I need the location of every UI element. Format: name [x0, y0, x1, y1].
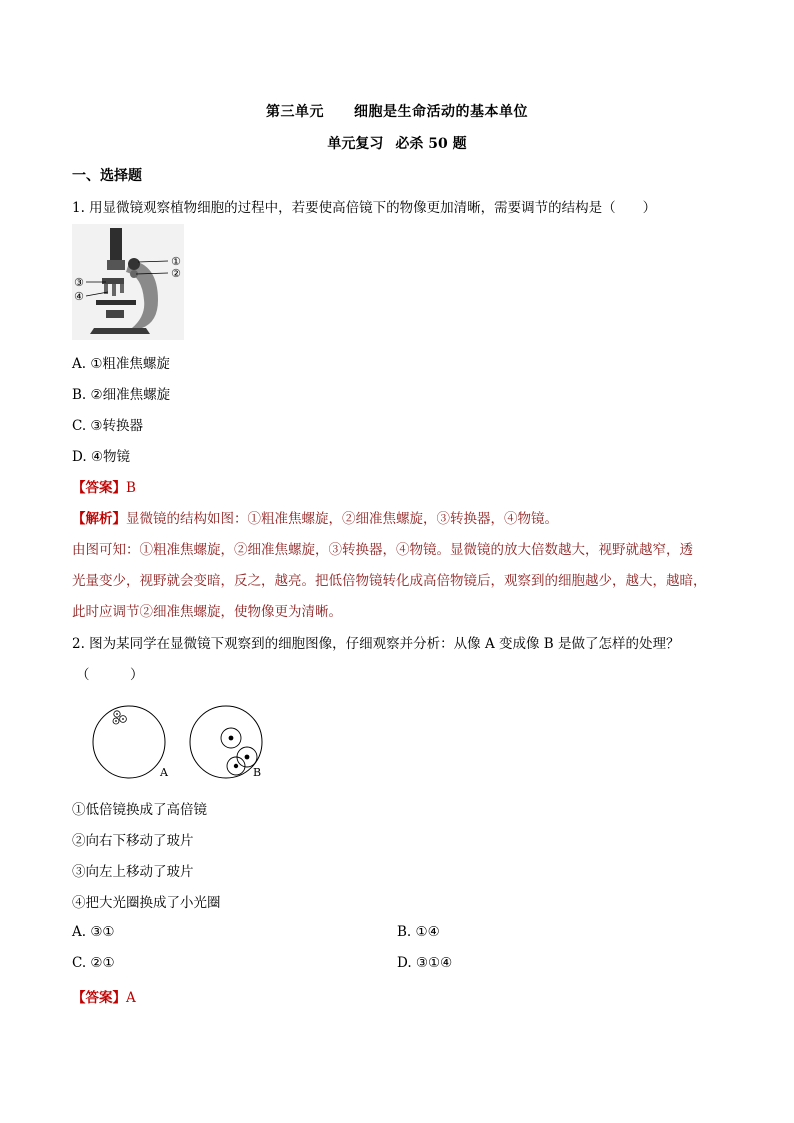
- figure-label-4: ④: [74, 290, 84, 303]
- q2-option-a: A. ③①: [72, 924, 115, 940]
- figure-label-1: ①: [171, 255, 181, 268]
- q2-option-c: C. ②①: [72, 955, 115, 971]
- q2-statement-1: ①低倍镜换成了高倍镜: [72, 802, 207, 818]
- unit-name: 细胞是生命活动的基本单位: [354, 104, 528, 120]
- field-of-view-b: [190, 706, 262, 778]
- subtitle: [0, 133, 794, 153]
- cell-b-nucleus: [229, 736, 234, 741]
- nosepiece: [102, 278, 124, 284]
- q2-answer: [72, 986, 136, 1006]
- q2-statement-3: ③向左上移动了玻片: [72, 864, 194, 880]
- analysis-line: 此时应调节②细准焦螺旋，使物像更为清晰。: [72, 604, 342, 620]
- q1-option-b: B. ②细准焦螺旋: [72, 387, 171, 403]
- q2-stem: 2. 图为某同学在显微镜下观察到的细胞图像，仔细观察并分析：从像 A 变成像 B 是做了怎样的处理？: [72, 636, 680, 652]
- q2-statement-2: ②向右下移动了玻片: [72, 833, 194, 849]
- answer-value: A: [126, 990, 136, 1006]
- q2-stem-bracket: （ ）: [76, 667, 144, 683]
- microscope-body: [107, 260, 125, 270]
- q1-stem: 1. 用显微镜观察植物细胞的过程中，若要使高倍镜下的物像更加清晰，需要调节的结构是（ ）: [72, 200, 657, 216]
- microscope-base: [90, 328, 150, 334]
- objective-lens: [120, 284, 124, 293]
- cell-a-nucleus: [116, 713, 118, 715]
- field-of-view-a: [93, 706, 165, 778]
- subtitle-count: 必杀 50 题: [395, 136, 467, 152]
- label-b: B: [253, 766, 262, 779]
- cell-b-nucleus: [234, 764, 238, 768]
- figure-label-2: ②: [171, 267, 181, 280]
- answer-tag: 【答案】: [72, 480, 126, 496]
- microscope-eyepiece-tube: [110, 228, 122, 260]
- cell-a-nucleus: [115, 720, 117, 722]
- microscope-stage: [96, 300, 136, 305]
- section-heading: 一、选择题: [72, 168, 142, 184]
- unit-title: [0, 101, 794, 121]
- cell-a-nucleus: [122, 718, 124, 720]
- q1-option-d: D. ④物镜: [72, 449, 131, 465]
- cell-b-nucleus: [245, 755, 250, 760]
- microscope-figure: [72, 224, 184, 340]
- figure-label-3: ③: [74, 276, 84, 289]
- q1-answer: [72, 476, 136, 496]
- label-a: A: [160, 766, 168, 779]
- q2-option-d: D. ③①④: [397, 955, 453, 971]
- analysis-tag: 【解析】: [72, 511, 126, 527]
- q1-analysis: [72, 507, 558, 527]
- q1-option-a: A. ①粗准焦螺旋: [72, 356, 170, 372]
- unit-number: 第三单元: [266, 104, 324, 120]
- analysis-line: 由图可知：①粗准焦螺旋，②细准焦螺旋，③转换器，④物镜。显微镜的放大倍数越大，视野就越窄，透: [72, 542, 693, 558]
- analysis-line: 光量变少，视野就会变暗，反之，越亮。把低倍物镜转化成高倍物镜后，观察到的细胞越少，越大，越暗，: [72, 573, 707, 589]
- coarse-focus-knob: [128, 258, 140, 270]
- answer-tag: 【答案】: [72, 990, 126, 1006]
- analysis-first-line: 显微镜的结构如图：①粗准焦螺旋，②细准焦螺旋，③转换器，④物镜。: [126, 511, 558, 527]
- subtitle-review: 单元复习: [327, 136, 384, 152]
- q2-option-b: B. ①④: [397, 924, 440, 940]
- objective-lens: [112, 284, 116, 296]
- mirror: [106, 310, 124, 318]
- answer-value: B: [126, 480, 136, 496]
- q1-option-c: C. ③转换器: [72, 418, 144, 434]
- cell-figure: [88, 700, 288, 786]
- q2-statement-4: ④把大光圈换成了小光圈: [72, 895, 221, 911]
